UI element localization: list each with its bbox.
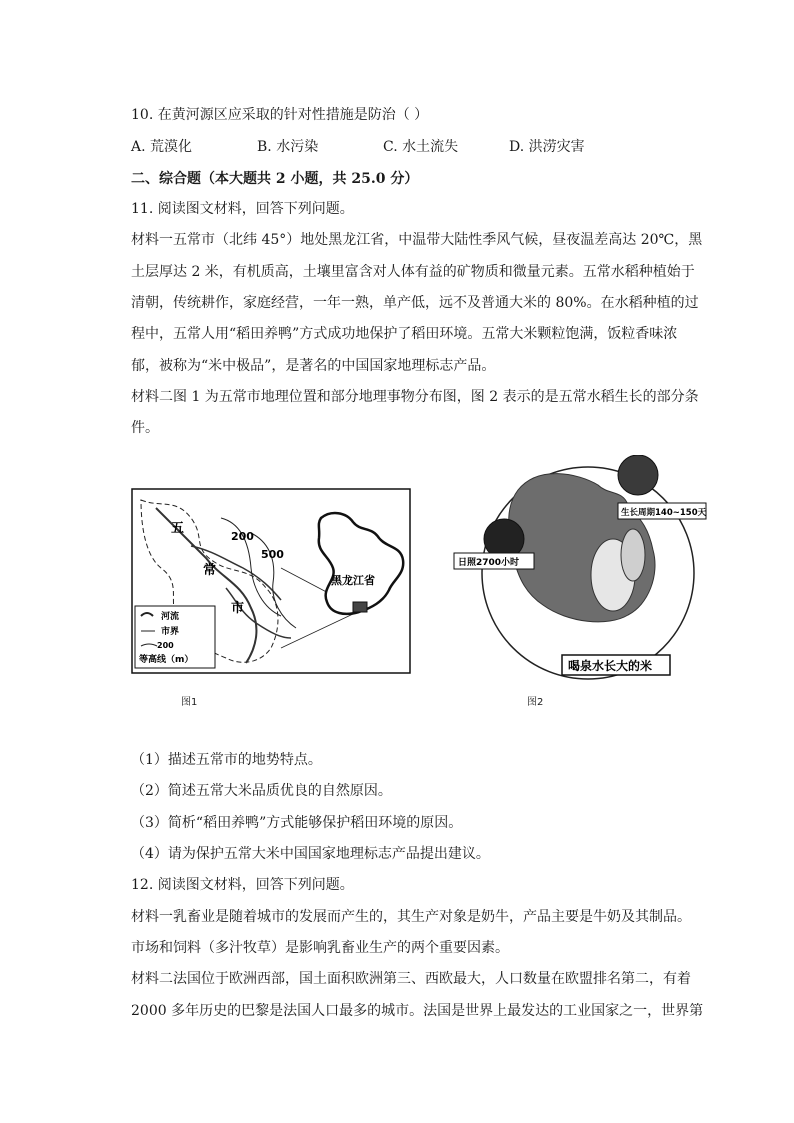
figure-1-map — [131, 488, 411, 678]
city-name-char: 市 — [231, 601, 245, 616]
q10-option-a: A. 荒漠化 — [131, 139, 193, 155]
banner-text: 喝泉水长大的米 — [568, 659, 653, 673]
q11-material1-line: 清朝，传统耕作，家庭经营，一年一熟，单产低，远不及普通大米的 80%。在水稻种植的过 — [131, 295, 699, 311]
q11-question-4: （4）请为保护五常大米中国国家地理标志产品提出建议。 — [131, 846, 490, 862]
province-label: 黑龙江省 — [331, 574, 375, 587]
section2-title: 二、综合题（本大题共 2 小题，共 25.0 分） — [131, 171, 419, 187]
legend-contour-value: 200 — [157, 641, 174, 650]
q11-question-3: （3）简析“稻田养鸭”方式能够保护稻田环境的原因。 — [131, 815, 463, 831]
legend-river: 河流 — [161, 612, 180, 622]
q11-question-2: （2）简述五常大米品质优良的自然原因。 — [131, 783, 392, 799]
legend-contour: 等高线（m） — [139, 655, 194, 665]
figure-1-caption: 图1 — [181, 697, 198, 708]
growth-period-icon — [618, 455, 658, 495]
q12-material1-line: 市场和饲料（多汁牧草）是影响乳畜业生产的两个重要因素。 — [131, 940, 509, 956]
q10-stem: 10. 在黄河源区应采取的针对性措施是防治（ ） — [131, 107, 429, 123]
q11-material2-line: 件。 — [131, 420, 159, 436]
growth-label: 生长周期140~150天 — [621, 508, 707, 518]
q11-question-1: （1）描述五常市的地势特点。 — [131, 752, 322, 768]
wuchang-location-marker — [353, 602, 367, 612]
q12-material1-line: 材料一乳畜业是随着城市的发展而产生的，其生产对象是奶牛，产品主要是牛奶及其制品。 — [131, 909, 691, 925]
q10-option-b: B. 水污染 — [257, 139, 319, 155]
figure-2-caption: 图2 — [527, 697, 544, 708]
q11-material1-line: 材料一五常市（北纬 45°）地处黑龙江省，中温带大陆性季风气候，昼夜温差高达 20℃，黑 — [131, 232, 703, 248]
q12-material2-line: 材料二法国位于欧洲西部，国土面积欧洲第三、西欧最大，人口数量在欧盟排名第二，有着 — [131, 971, 691, 987]
q12-material2-line: 2000 多年历史的巴黎是法国人口最多的城市。法国是世界上最发达的工业国家之一，世界第 — [131, 1003, 704, 1019]
q11-material1-line: 程中，五常人用“稻田养鸭”方式成功地保护了稻田环境。五常大米颗粒饱满，饭粒香味浓 — [131, 326, 678, 342]
q11-material2-line: 材料二图 1 为五常市地理位置和部分地理事物分布图，图 2 表示的是五常水稻生长的部分条 — [131, 389, 699, 405]
contour-label-200: 200 — [231, 530, 254, 543]
q11-intro: 11. 阅读图文材料，回答下列问题。 — [131, 201, 354, 217]
city-name-char: 常 — [203, 563, 217, 578]
city-name-char: 五 — [171, 521, 185, 536]
q12-intro: 12. 阅读图文材料，回答下列问题。 — [131, 877, 354, 893]
q11-material1-line: 土层厚达 2 米，有机质高，土壤里富含对人体有益的矿物质和微量元素。五常水稻种植始于 — [131, 264, 695, 280]
rice-grain-icon — [621, 529, 645, 581]
q11-material1-line: 郁，被称为“米中极品”，是著名的中国国家地理标志产品。 — [131, 358, 496, 374]
q10-option-d: D. 洪涝灾害 — [509, 139, 585, 155]
legend-boundary: 市界 — [161, 627, 180, 637]
contour-label-500: 500 — [261, 548, 284, 561]
figure-2-rice-conditions — [448, 455, 710, 685]
q10-option-c: C. 水土流失 — [383, 139, 459, 155]
sunshine-label: 日照2700小时 — [458, 558, 520, 568]
